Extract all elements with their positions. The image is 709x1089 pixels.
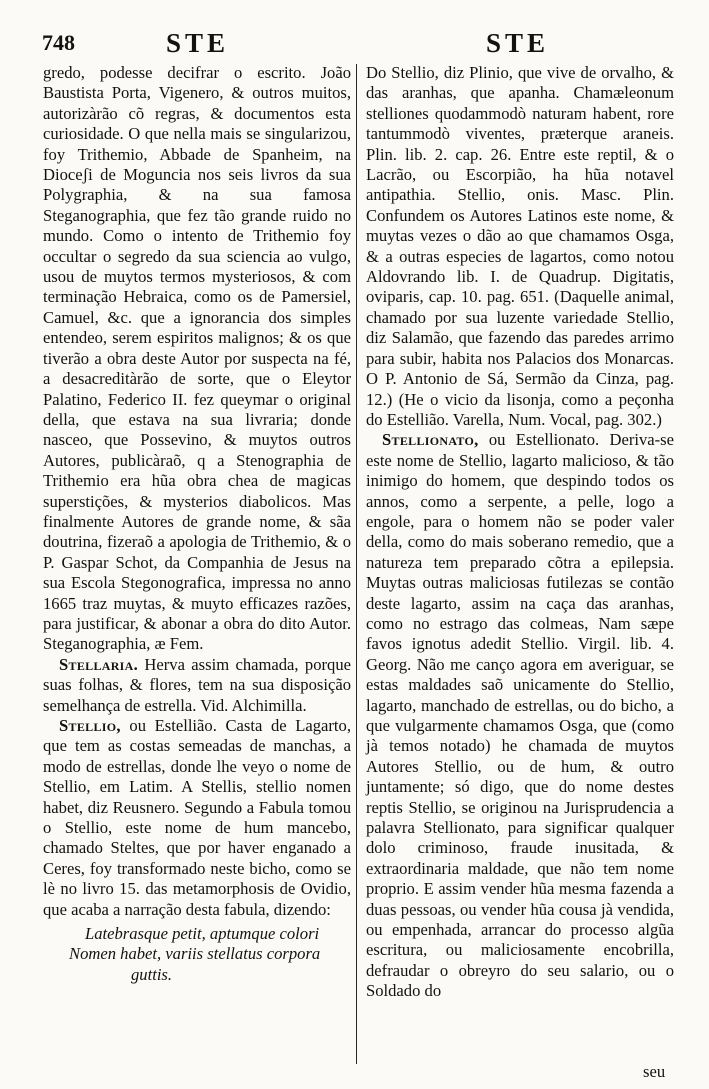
verse-line-2: Nomen habet, variis stellatus corpora (69, 944, 321, 964)
headword-stellio: Stellio, (59, 716, 121, 735)
headword-stellionato: Stellionato, (382, 430, 479, 450)
running-head-left: STE (166, 28, 230, 58)
definition-stellionato: ou Estellionato. Deriva-se este nome de Stellio, lagarto malicioso, & tão inimigo do homem, que despindo todos os annos, como a serpente, a pelle, logo a engole, para o homem não se poder valer della, como do mais soberano remedio, que a natureza tem preparado cõtra a epilepsia. Muytas outras maliciosas futilezas se contão deste lagarto, assim na caça das aranhas, como no estrago das colmeas, Nam sæpe favos ignotus adedit Stellio. Virgil. lib. 4. Georg. Não me canço agora em averiguar, se estas maldades saõ unicamente do Stellio, lagarto, manchado de estrellas, ou do bicho, a que vulgarmente chamamos Osga, que (como jà temos notado) he chamada de muytos Autores Stellio, ou de hum, & outro juntamente; só digo, que do nome destes reptis Stellio, se originou na Jurisprudencia a palavra Stellionato, para significar qualquer dolo criminoso, fraude inusitada, & extraordinaria maldade, que não tem nome proprio. E assim vender hũa mesma fazenda a duas pessoas, ou vender hũa cousa jà vendida, ou empenhada, arrancar do processo algũa escritura, ou maliciosamente encobrilla, defraudar o obreyro do seu salario, ou o Soldado do (366, 430, 674, 1001)
running-head-right: STE (486, 28, 550, 58)
right-column (366, 63, 674, 1002)
verse-quotation (43, 924, 351, 985)
page-number: 748 (42, 30, 75, 55)
entry-stellio (43, 716, 351, 920)
definition-stellaria: Herva assim chamada, porque suas folhas, & flores, tem na sua disposição semelhança de estrella. Vid. Alchimilla. (43, 654, 351, 715)
continued-paragraph: gredo, podesse decifrar o escrito. João Baustista Porta, Vigenero, & outros muitos, autorizàrão cõ regras, & documentos esta curiosidade. O que nella mais se singularizou, foy Trithemio, Abbade de Spanheim, na Dioceʃi de Moguncia nos seis livros da sua Polygraphia, & na sua famosa Steganographia, que fez tão grande ruido no mundo. Como o intento de Trithemio foy occultar o segredo da sua sciencia ao vulgo, usou de muytos termos mysteriosos, & com terminação Hebraica, como os de Pamersiel, Camuel, &c. que a ignorancia dos simples entendeo, serem espiritos malignos; & os que tiverão a obra deste Autor por suspecta na fé, a desacreditàrão de sorte, que o Eleytor Palatino, Federico II. fez queymar o original della, que estava na sua livraria; donde nasceo, que Possevino, & muytos outros Autores, publicàraõ, q a Stenographia de Trithemio era hũa obra chea de magicas superstições, & mysterios diabolicos. Mas finalmente Autores de grande nome, & sãa doutrina, fizeraõ a apologia de Trithemio, & o P. Gaspar Schot, da Companhia de Jesus na sua Escola Stegonografica, impressa no anno 1665 traz muytas, & muyto efficazes razões, para justificar, & abonar a obra do dito Autor. Steganographia, æ Fem. (43, 63, 351, 654)
catchword: seu (643, 1062, 666, 1081)
entry-stellionato (366, 430, 674, 1001)
left-column (43, 63, 351, 985)
definition-stellio: ou Estellião. Casta de Lagarto, que tem as costas semeadas de manchas, a modo de estrellas, donde lhe veyo o nome de Stellio, em Latim. A Stellis, stellio nomen habet, diz Reusnero. Segundo a Fabula tomou o Stellio, este nome de hum mancebo, chamado Steltes, que por haver enganado a Ceres, foy transformado neste bicho, como se lè no livro 15. das metamorphosis de Ovidio, que acaba a narração desta fabula, dizendo: (43, 716, 351, 919)
stellio-continuation: Do Stellio, diz Plinio, que vive de orvalho, & das aranhas, que apanha. Chamæleonum stelliones quodammodò naturam habent, rore tantummodò viventes, præterque araneis. Plin. lib. 2. cap. 26. Entre este reptil, & o Lacrão, ou Escorpião, ha hũa notavel antipathia. Stellio, onis. Masc. Plin. Confundem os Autores Latinos este nome, & muytas vezes o dão ao que chamamos Osga, & a outras especies de lagartos, como notou Aldovrando lib. I. de Quadrup. Digitatis, oviparis, cap. 10. pag. 651. (Daquelle animal, chamado por sua luzente variedade Stellio, diz Salamão, que fazendo das paredes arrimo para subir, habita nos Palacios dos Monarcas. O P. Antonio de Sá, Sermão da Cinza, pag. 12.) (He o vicio da lisonja, como a peçonha do Estellião. Varella, Num. Vocal, pag. 302.) (366, 63, 674, 429)
entry-stellaria (43, 655, 351, 716)
verse-line-3: guttis. (131, 964, 173, 984)
column-divider (356, 64, 357, 1064)
verse-line-1: Latebrasque petit, aptumque colori (85, 924, 320, 944)
headword-stellaria: Stellaria. (59, 654, 139, 674)
